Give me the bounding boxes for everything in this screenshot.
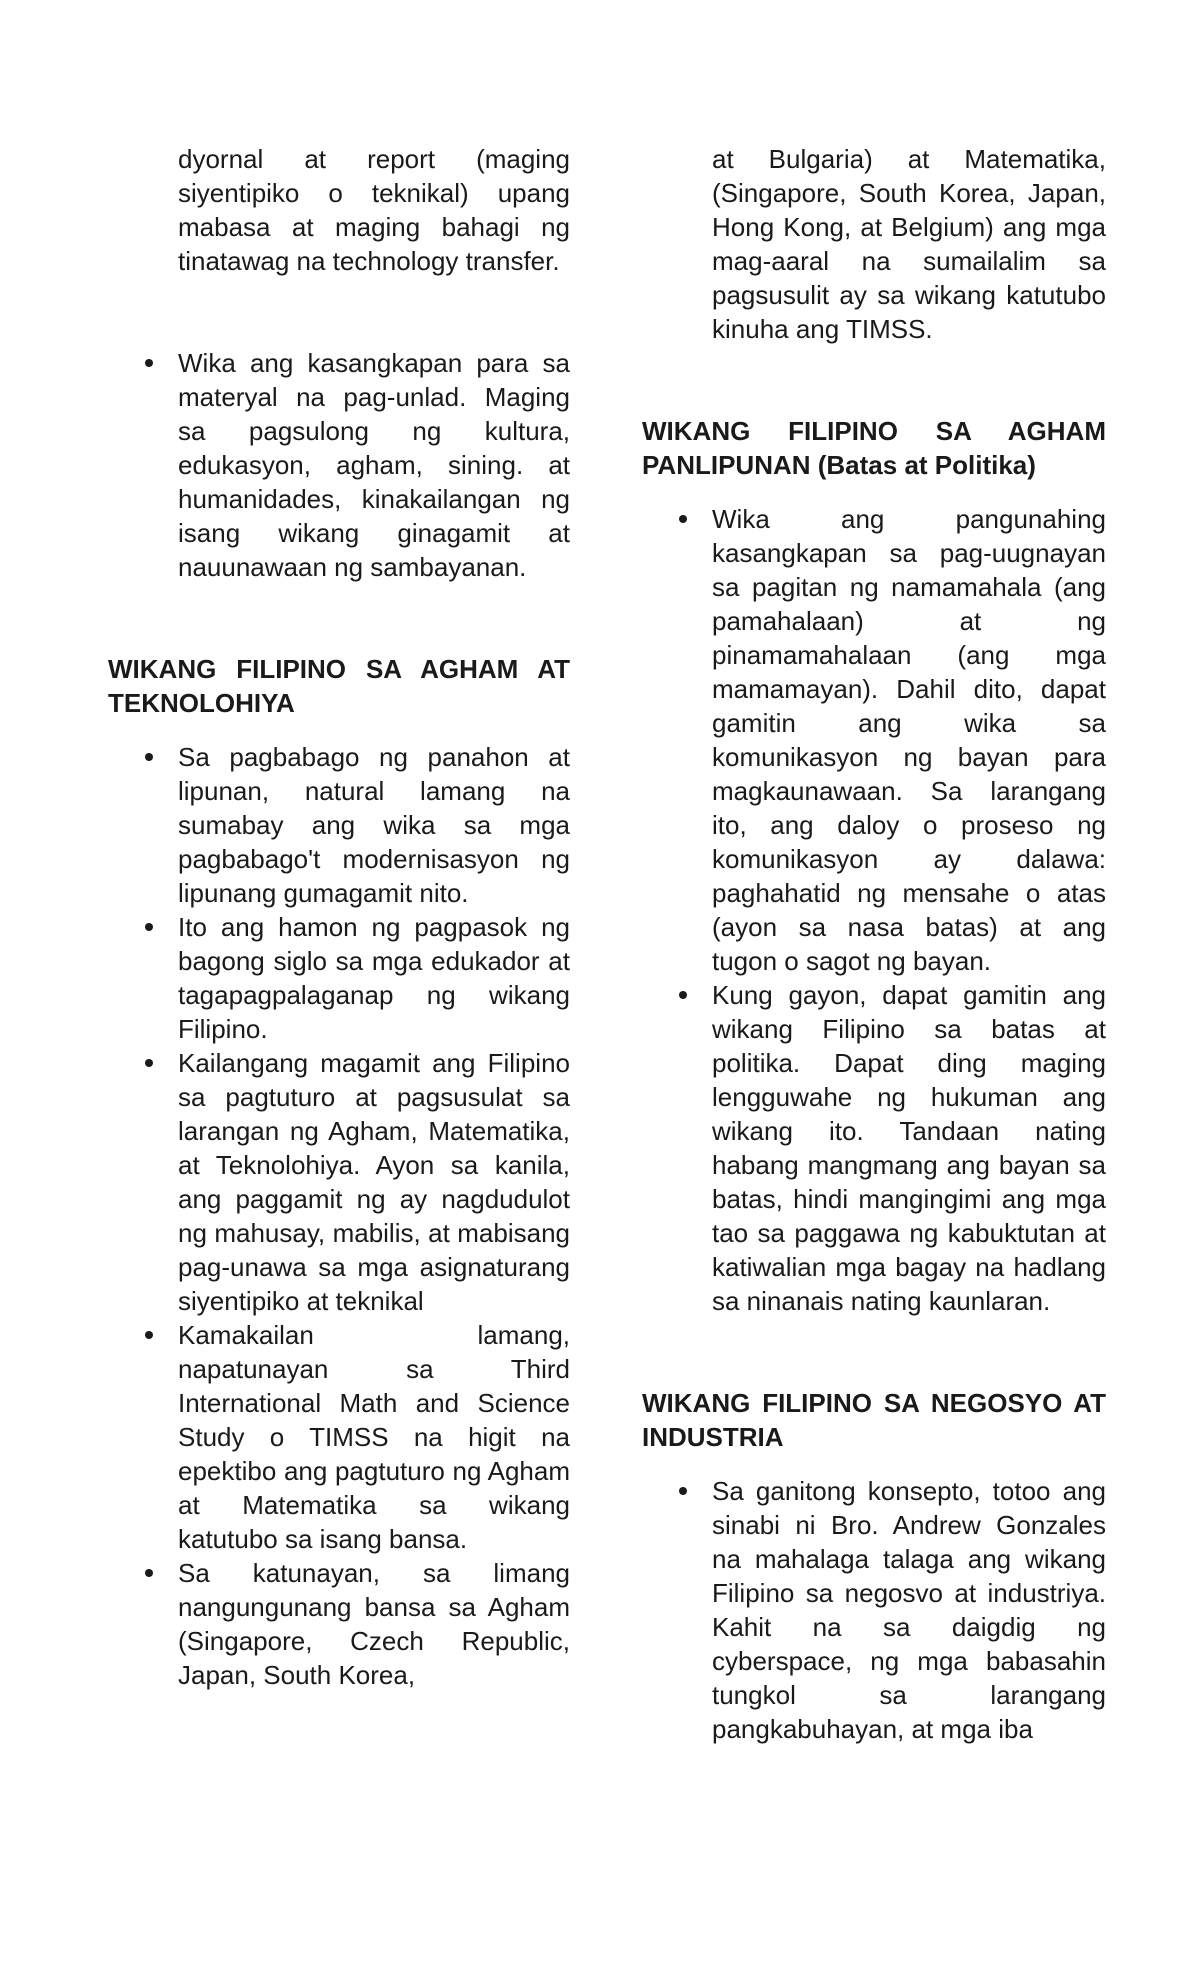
section-heading-agham-teknolohiya: WIKANG FILIPINO SA AGHAM AT TEKNOLOHIYA: [108, 654, 570, 718]
negosyo-industria-bullet-list: [642, 1474, 1106, 1746]
list-item: Sa katunayan, sa limang nangungunang bansa sa Agham (Singapore, Czech Republic, Japan, South Korea,: [108, 1556, 570, 1692]
right-column: [642, 142, 1106, 1746]
agham-teknolohiya-bullet-list: [108, 740, 570, 1692]
list-item: Sa pagbabago ng panahon at lipunan, natural lamang na sumabay ang wika sa mga pagbabago't modernisasyon ng lipunang gumagamit nito.: [108, 740, 570, 910]
intro-paragraph: dyornal at report (maging siyentipiko o teknikal) upang mabasa at maging bahagi ng tinatawag na technology transfer.: [178, 144, 570, 276]
list-item: Kailangang magamit ang Filipino sa pagtuturo at pagsusulat sa larangan ng Agham, Matematika, at Teknolohiya. Ayon sa kanila, ang paggamit ng ay nagdudulot ng mahusay, mabilis, at mabisang pag-unawa sa mga asignaturang siyentipiko at teknikal: [108, 1046, 570, 1318]
intro-bullet-list: [108, 346, 570, 584]
agham-panlipunan-bullet-list: [642, 502, 1106, 1318]
section-heading-negosyo-industria: WIKANG FILIPINO SA NEGOSYO AT INDUSTRIA: [642, 1388, 1106, 1452]
list-item: Sa ganitong konsepto, totoo ang sinabi ni Bro. Andrew Gonzales na mahalaga talaga ang wikang Filipino sa negosvo at industriya. Kahit na sa daigdig ng cyberspace, ng mga babasahin tungkol sa larangang pangkabuhayan, at mga iba: [642, 1474, 1106, 1746]
list-item: Kamakailan lamang, napatunayan sa Third International Math and Science Study o TIMSS na higit na epektibo ang pagtuturo ng Agham at Matematika sa wikang katutubo sa isang bansa.: [108, 1318, 570, 1556]
list-item: Kung gayon, dapat gamitin ang wikang Filipino sa batas at politika. Dapat ding maging lengguwahe ng hukuman ang wikang ito. Tandaan nating habang mangmang ang bayan sa batas, hindi mangingimi ang mga tao sa paggawa ng kabuktutan at katiwalian mga bagay na hadlang sa ninanais nating kaunlaran.: [642, 978, 1106, 1318]
list-item: Wika ang pangunahing kasangkapan sa pag-uugnayan sa pagitan ng namamahala (ang pamahalaan) at ng pinamamahalaan (ang mga mamamayan). Dahil dito, dapat gamitin ang wika sa komunikasyon ng bayan para magkaunawaan. Sa larangang ito, ang daloy o proseso ng komunikasyon ay dalawa: paghahatid ng mensahe o atas (ayon sa nasa batas) at ang tugon o sagot ng bayan.: [642, 502, 1106, 978]
list-item: Ito ang hamon ng pagpasok ng bagong siglo sa mga edukador at tagapagpalaganap ng wikang Filipino.: [108, 910, 570, 1046]
left-column: [108, 142, 570, 1692]
continuation-paragraph: at Bulgaria) at Matematika, (Singapore, South Korea, Japan, Hong Kong, at Belgium) ang mga mag-aaral na sumailalim sa pagsusulit ay sa wikang katutubo kinuha ang TIMSS.: [712, 144, 1106, 344]
list-item: Wika ang kasangkapan para sa materyal na pag-unlad. Maging sa pagsulong ng kultura, edukasyon, agham, sining. at humanidades, kinakailangan ng isang wikang ginagamit at nauunawaan ng sambayanan.: [108, 346, 570, 584]
section-heading-agham-panlipunan: WIKANG FILIPINO SA AGHAM PANLIPUNAN (Batas at Politika): [642, 416, 1106, 480]
